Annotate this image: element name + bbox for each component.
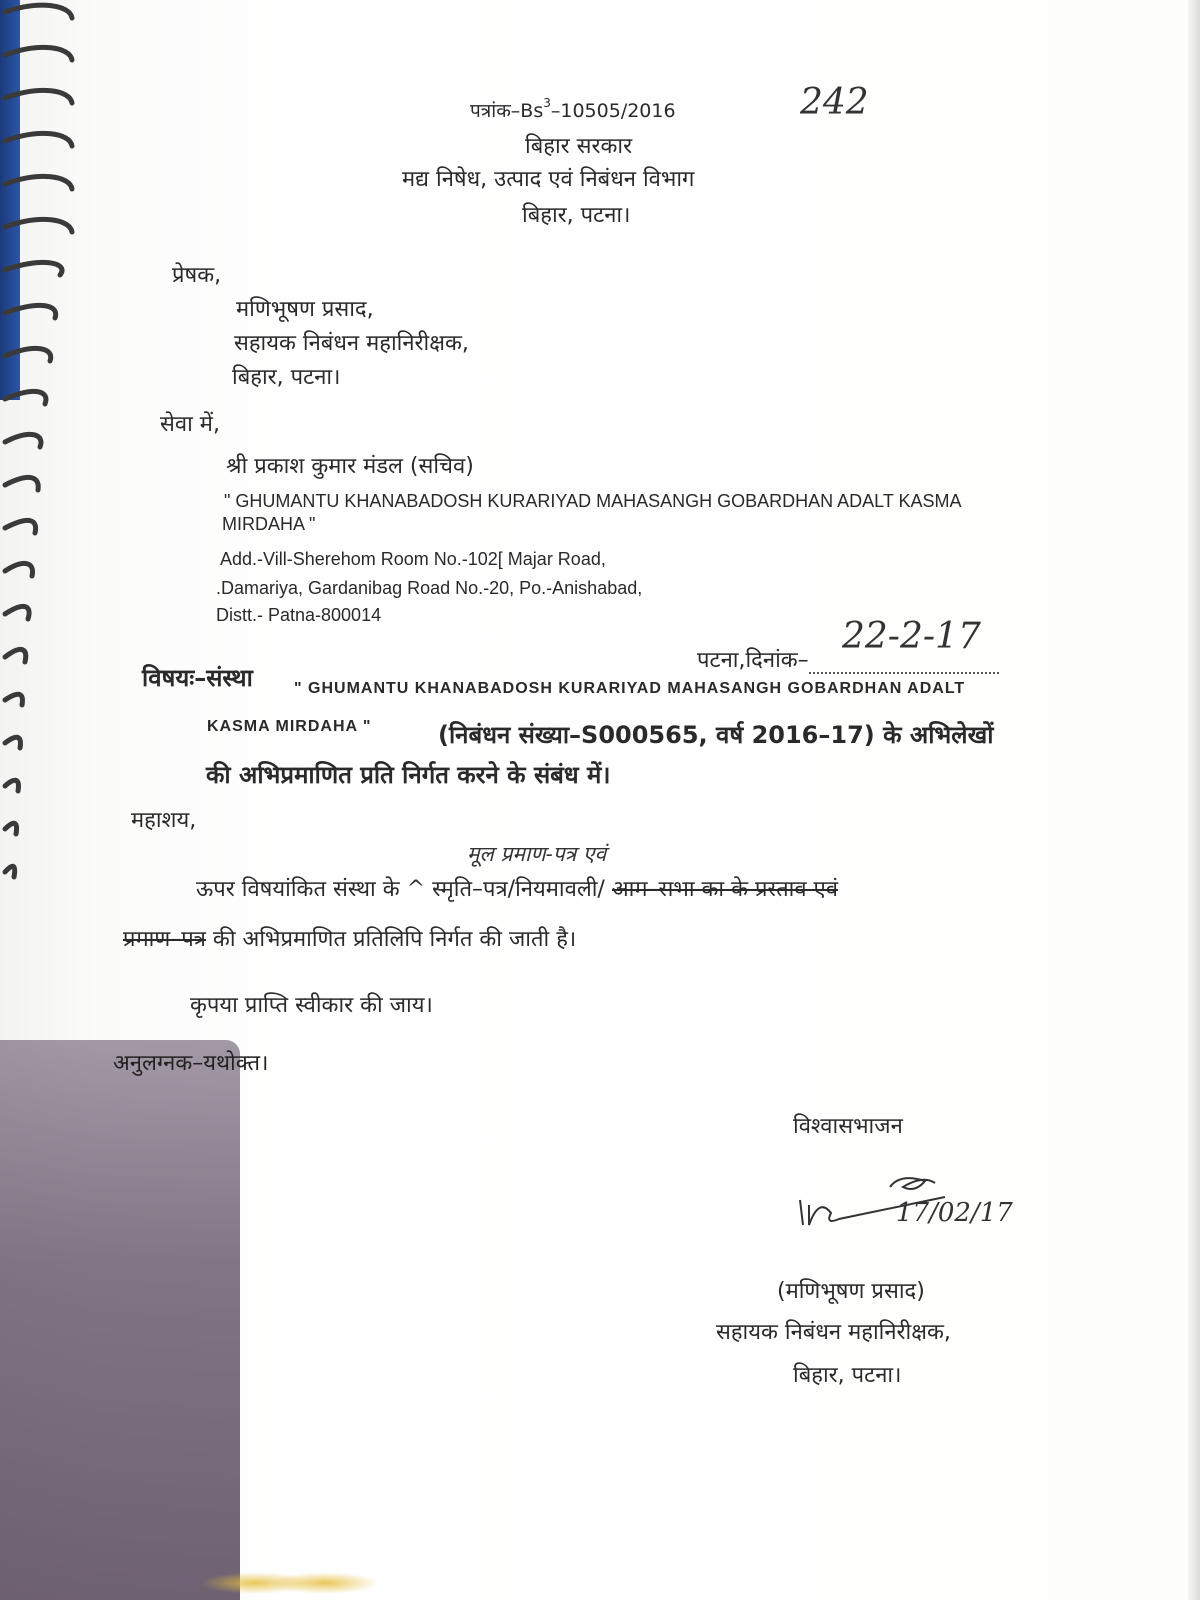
recipient-name: श्री प्रकाश कुमार मंडल (सचिव)	[226, 454, 474, 479]
subject-org-line-1: " GHUMANTU KHANABADOSH KURARIYAD MAHASANGH GOBARDHAN ADALT	[294, 680, 966, 697]
recipient-label: सेवा में,	[160, 412, 220, 437]
header-line-3: बिहार, पटना।	[522, 203, 631, 228]
handwritten-number: 242	[800, 82, 869, 123]
ref-suffix: –10505/2016	[550, 100, 676, 122]
sender-place: बिहार, पटना।	[232, 365, 341, 390]
header-line-1: बिहार सरकार	[525, 134, 633, 159]
subject-line-3: की अभिप्रमाणित प्रति निर्गत करने के संबंध में।	[206, 761, 611, 789]
signature-date: 17/02/17	[896, 1198, 1013, 1228]
sender-designation: सहायक निबंधन महानिरीक्षक,	[234, 331, 469, 356]
paragraph-2: कृपया प्राप्ति स्वीकार की जाय।	[190, 993, 433, 1018]
handwritten-insert: मूल प्रमाण-पत्र एवं	[467, 842, 607, 866]
recipient-org-line-2: MIRDAHA "	[222, 514, 316, 534]
header-line-2: मद्य निषेध, उत्पाद एवं निबंधन विभाग	[402, 167, 695, 192]
recipient-org-line-1: " GHUMANTU KHANABADOSH KURARIYAD MAHASANGH GOBARDHAN ADALT KASMA	[224, 491, 962, 511]
paragraph-1-line-2	[123, 923, 576, 953]
subject-registration: (निबंधन संख्या–S000565, वर्ष 2016–17) के अभिलेखों	[438, 721, 994, 749]
subject-label: विषयः–संस्था	[142, 664, 253, 692]
signatory-place: बिहार, पटना।	[793, 1363, 902, 1388]
paragraph-1-line-1	[196, 873, 838, 903]
yellow-stain	[270, 1572, 380, 1594]
enclosure: अनुलग्नक–यथोक्त।	[113, 1051, 269, 1076]
page-edge	[1188, 0, 1200, 1600]
recipient-address-3: Distt.- Patna-800014	[216, 605, 382, 625]
finger-shadow	[0, 1040, 240, 1600]
spiral-binding	[0, 0, 90, 1000]
recipient-address-1: Add.-Vill-Sherehom Room No.-102[ Majar Road,	[220, 549, 606, 569]
p1-end: की अभिप्रमाणित प्रतिलिपि निर्गत की जाती है।	[212, 927, 577, 952]
handwritten-date: 22-2-17	[842, 616, 981, 657]
ref-prefix: पत्रांक–Bs	[470, 100, 544, 122]
sender-name: मणिभूषण प्रसाद,	[236, 297, 374, 322]
salutation: महाशय,	[131, 808, 197, 833]
p1-mid: स्मृति–पत्र/नियमावली/	[432, 877, 605, 902]
signatory-name: (मणिभूषण प्रसाद)	[777, 1279, 925, 1304]
date-label: पटना,दिनांक–	[697, 648, 809, 673]
subject-org-line-2: KASMA MIRDAHA "	[207, 718, 372, 735]
p1-struck-text-2: प्रमाण–पत्र	[123, 927, 206, 952]
p1-struck-text: आम–सभा का के प्रस्ताव एवं	[611, 877, 838, 902]
sender-label: प्रेषक,	[172, 263, 222, 288]
p1-start: ऊपर विषयांकित संस्था के	[196, 877, 400, 902]
ref-superscript: 3	[543, 96, 551, 110]
recipient-address-2: .Damariya, Gardanibag Road No.-20, Po.-Anishabad,	[216, 578, 643, 598]
signatory-designation: सहायक निबंधन महानिरीक्षक,	[716, 1320, 951, 1345]
regards: विश्वासभाजन	[793, 1114, 903, 1139]
letter-reference	[470, 97, 676, 123]
caret-mark: ^	[406, 877, 426, 902]
